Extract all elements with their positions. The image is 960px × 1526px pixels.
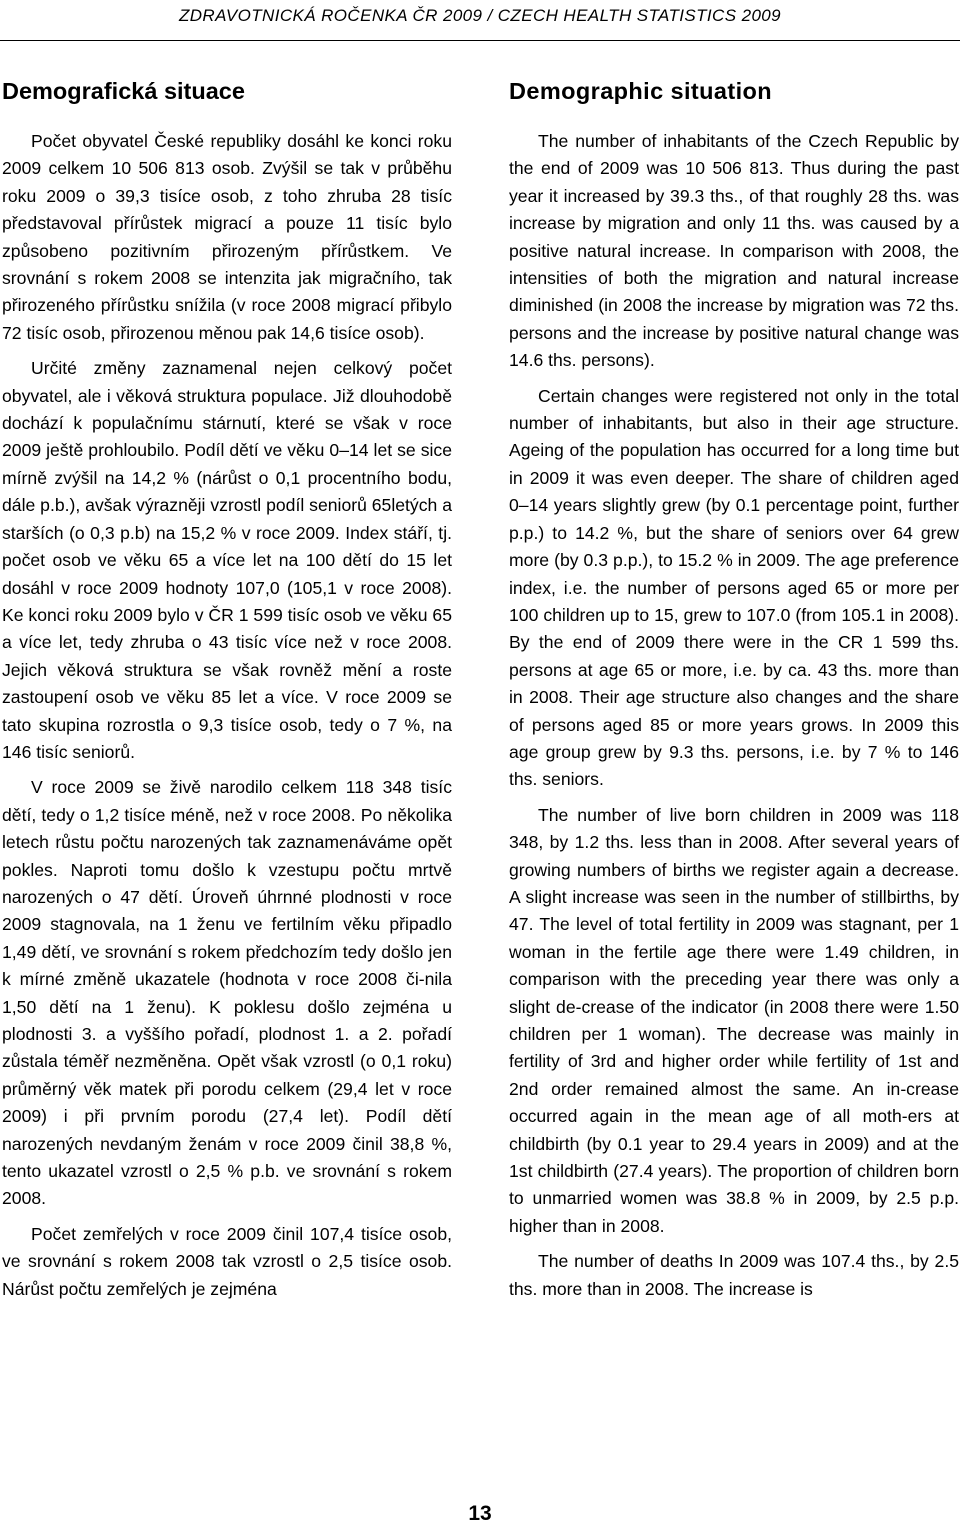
paragraph-deaths-en: The number of deaths In 2009 was 107.4 ths., by 2.5 ths. more than in 2008. The increase is bbox=[509, 1251, 959, 1299]
section-heading-english: Demographic situation bbox=[509, 78, 773, 104]
paragraph-deaths-cz: Počet zemřelých v roce 2009 činil 107,4 tisíce osob, ve srovnání s rokem 2008 tak vzrostl o 2,5 tisíce osob. Nárůst počtu zemřelých je zejména bbox=[2, 1223, 452, 1299]
paragraph-age-structure-en: Certain changes were registered not only in the total number of inhabitants, but also in their age structure. Ageing of the population has occurred for a long time but in 2009 it was even deeper. The share of children aged 0–14 years slightly grew (by 0.1 percentage point, further p.p.) to 14.2 %, but the share of seniors over 64 grew more (by 0.3 p.p.), to 15.2 % in 2009. The age preference index, i.e. the number of persons aged 65 or more per 100 children up to 15, grew to 107.0 (from 105.1 in 2008). By the end of 2009 there were in the CR 1 599 ths. persons at age 65 or more, i.e. by ca. 43 ths. more than in 2008. Their age structure also changes and the share of persons aged 85 or more years grows. In 2009 this age group grew by 9.3 ths. persons, i.e. by 7 % to 146 ths. seniors. bbox=[509, 385, 959, 790]
paragraph-population-cz: Počet obyvatel České republiky dosáhl ke konci roku 2009 celkem 10 506 813 osob. Zvýšil se tak v průběhu roku 2009 o 39,3 tisíce osob, z toho zhruba 28 tisíc představoval přírůstek migrací a pouze 11 tisíc bylo způsobeno pozitivním přirozeným přírůstkem. Ve srovnání s rokem 2008 se intenzita jak migračního, tak přirozeného přírůstku snížila (v roce 2008 migrací přibylo 72 tisíc osob, přirozenou měnou pak 14,6 tisíce osob). bbox=[2, 131, 452, 343]
paragraph-population-en: The number of inhabitants of the Czech Republic by the end of 2009 was 10 506 813. Thus during the past year it increased by 39.3 ths., of that roughly 28 ths. was increase by migration and only 11 ths. was caused by a positive natural increase. In comparison with 2008, the intensities of both the migration and natural increase diminished (in 2008 the increase by migration was 72 ths. persons and the increase by positive natural change was 14.6 ths. persons). bbox=[509, 131, 959, 371]
section-heading-czech: Demografická situace bbox=[2, 78, 245, 104]
page-number: 13 bbox=[468, 1502, 492, 1525]
header-divider bbox=[0, 40, 960, 41]
english-column bbox=[509, 76, 959, 1311]
running-header: ZDRAVOTNICKÁ ROČENKA ČR 2009 / CZECH HEALTH STATISTICS 2009 bbox=[178, 6, 782, 25]
paragraph-age-structure-cz: Určité změny zaznamenal nejen celkový počet obyvatel, ale i věková struktura populace. Již dlouhodobě dochází k populačnímu stárnutí, které se však v roce 2009 ještě prohloubilo. Podíl dětí ve věku 0–14 let se sice mírně zvýšil na 14,2 % (nárůst o 0,1 procentního bodu, dále p.b.), avšak výrazněji vzrostl podíl seniorů 65letých a starších (o 0,3 p.b) na 15,2 % v roce 2009. Index stáří, tj. počet osob ve věku 65 a více let na 100 dětí do 15 let dosáhl v roce 2009 hodnoty 107,0 (105,1 v roce 2008). Ke konci roku 2009 bylo v ČR 1 599 tisíc osob ve věku 65 a více let, tedy zhruba o 43 tisíc více než v roce 2008. Jejich věková struktura se však rovněž mění a roste zastoupení osob ve věku 85 let a více. V roce 2009 se tato skupina rozrostla o 9,3 tisíce osob, tedy o 7 %, na 146 tisíc seniorů. bbox=[2, 358, 452, 762]
czech-column bbox=[2, 76, 452, 1311]
paragraph-births-cz: V roce 2009 se živě narodilo celkem 118 348 tisíc dětí, tedy o 1,2 tisíce méně, než v roce 2008. Po několika letech růstu počtu narozených tak zaznamenáváme opět pokles. Naproti tomu došlo k vzestupu počtu mrtvě narozených o 47 dětí. Úroveň úhrnné plodnosti v roce 2009 stagnovala, na 1 ženu ve fertilním věku připadlo 1,49 dětí, ve srovnání s rokem předchozím tedy došlo jen k mírné změně ukazatele (hodnota v roce 2008 či-nila 1,50 dětí na 1 ženu). K poklesu došlo zejména u plodnosti 3. a vyššího pořadí, plodnost 1. a 2. pořadí zůstala téměř nezměněna. Opět však vzrostl (o 0,1 roku) průměrný věk matek při porodu celkem (29,4 let v roce 2009) i při prvním porodu (27,4 let). Podíl dětí narozených nevdaným ženám v roce 2009 činil 38,8 %, tento ukazatel vzrostl o 2,5 % p.b. ve srovnání s rokem 2008. bbox=[2, 777, 452, 1209]
paragraph-births-en: The number of live born children in 2009 was 118 348, by 1.2 ths. less than in 2008. After several years of growing numbers of births we register again a decrease. A slight increase was seen in the number of stillbirths, by 47. The level of total fertility in 2009 was stagnant, per 1 woman in the fertile age there were 1.49 children, in comparison with the preceding year there was only a slight de-crease of the indicator (in 2008 there were 1.50 children per 1 woman). The decrease was mainly in fertility of 3rd and higher order while fertility of 1st and 2nd order remained almost the same. An in-crease occurred again in the mean age of all moth-ers at childbirth (by 0.1 year to 29.4 years in 2009) and at the 1st childbirth (27.4 years). The proportion of children born to unmarried women was 38.8 % in 2009, by 2.5 p.p. higher than in 2008. bbox=[509, 804, 959, 1236]
